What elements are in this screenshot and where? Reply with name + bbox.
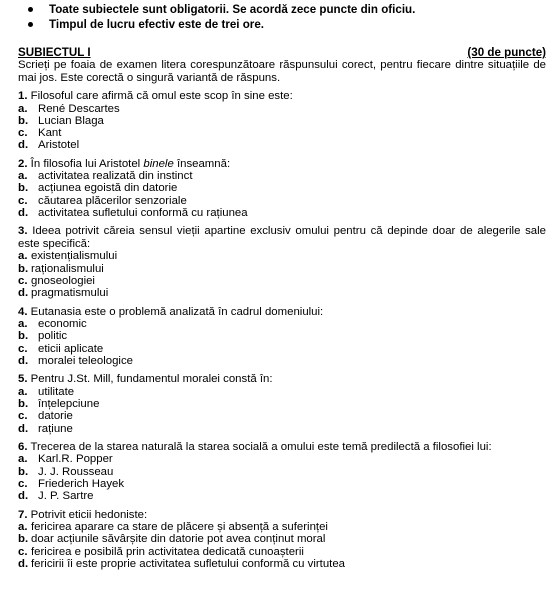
instructions-bullets [18, 2, 546, 32]
option-letter: a. [18, 250, 28, 263]
question-3 [18, 225, 546, 299]
answer-option [18, 250, 546, 262]
question-text [18, 225, 546, 250]
option-text: activitatea realizată din instinct [38, 170, 193, 183]
bullet-item [18, 2, 546, 17]
option-letter: b. [18, 465, 29, 478]
option-letter: b. [18, 533, 29, 546]
option-text: fericirea aparare ca stare de plăcere și absență a suferinței [31, 521, 328, 534]
answer-option [18, 558, 546, 570]
option-text: raționalismului [31, 262, 104, 275]
answer-option [18, 521, 546, 533]
question-emphasis: binele [143, 157, 174, 170]
question-body: Eutanasia este o problemă analizată în cadrul domeniului: [30, 305, 324, 318]
option-letter: d. [18, 287, 29, 300]
answer-option [18, 466, 546, 478]
bullet-dot-icon [28, 22, 33, 27]
option-letter: a. [18, 385, 28, 398]
subject-instructions: Scrieți pe foaia de examen litera corespunzătoare răspunsului corect, pentru fiecare dintre situațiile de mai jos. Este corectă o singură variantă de răspuns. [18, 59, 546, 84]
option-letter: b. [18, 330, 29, 343]
exam-page [0, 2, 560, 602]
option-letter: b. [18, 262, 29, 275]
question-body: Filosoful care afirmă că omul este scop în sine este: [30, 90, 293, 102]
option-letter: c. [18, 127, 28, 140]
question-text [18, 441, 546, 454]
question-number: 6. [18, 440, 28, 453]
option-text: fericirea e posibilă prin activitatea dedicată cunoașterii [31, 545, 304, 558]
answer-option [18, 263, 546, 275]
option-letter: d. [18, 139, 29, 152]
option-letter: c. [18, 274, 28, 287]
question-body: Potrivit eticii hedoniste: [30, 508, 148, 521]
option-letter: a. [18, 102, 28, 115]
answer-option [18, 182, 546, 194]
question-6 [18, 441, 546, 503]
answer-option [18, 287, 546, 299]
option-text: căutarea plăcerilor senzoriale [38, 194, 187, 207]
question-text [18, 509, 546, 522]
question-number: 2. [18, 157, 28, 170]
option-letter: d. [18, 354, 29, 367]
bullet-dot-icon [28, 7, 33, 12]
question-body: Ideea potrivit căreia sensul vieții apartine exclusiv omului pentru că depinde doar de alegerile sale este specifică: [18, 225, 546, 250]
option-text: acțiunea egoistă din datorie [38, 182, 178, 195]
option-text: Friederich Hayek [38, 478, 125, 491]
answer-option [18, 533, 546, 545]
answer-option [18, 478, 546, 490]
subject-header [18, 46, 546, 59]
option-text: J. P. Sartre [38, 490, 94, 503]
answer-option [18, 355, 546, 367]
option-letter: d. [18, 558, 29, 571]
subject-title: SUBIECTUL I [18, 46, 91, 59]
option-text: moralei teleologice [38, 354, 133, 367]
option-text: existențialismului [31, 250, 118, 263]
answer-option [18, 127, 546, 139]
question-number: 4. [18, 305, 28, 318]
option-letter: c. [18, 478, 28, 491]
question-body-start: În filosofia lui Aristotel [30, 157, 144, 170]
option-letter: a. [18, 453, 28, 466]
question-body: Trecerea de la starea naturală la starea socială a omului este temă predilectă a filosofiei lui: [30, 440, 492, 453]
option-letter: d. [18, 422, 29, 435]
option-text: gnoseologiei [31, 274, 95, 287]
option-text: fericirii îi este proprie activitatea sufletului conformă cu virtutea [31, 558, 346, 571]
question-number: 7. [18, 508, 28, 521]
option-letter: a. [18, 521, 28, 534]
question-7 [18, 509, 546, 571]
answer-option [18, 275, 546, 287]
option-text: rațiune [38, 422, 73, 435]
answer-option [18, 490, 546, 502]
option-text: J. J. Rousseau [38, 465, 114, 478]
option-letter: b. [18, 114, 29, 127]
option-letter: b. [18, 182, 29, 195]
answer-option [18, 318, 546, 330]
option-letter: a. [18, 318, 28, 331]
subject-points: (30 de puncte) [467, 46, 546, 59]
bullet-text: Timpul de lucru efectiv este de trei ore. [49, 18, 264, 31]
answer-option [18, 139, 546, 151]
question-text [18, 306, 546, 319]
option-text: activitatea sufletului conformă cu rațiunea [38, 207, 248, 220]
option-text: politic [38, 330, 68, 343]
answer-option [18, 453, 546, 465]
answer-option [18, 410, 546, 422]
option-letter: d. [18, 490, 29, 503]
option-text: Lucian Blaga [38, 114, 104, 127]
option-letter: b. [18, 398, 29, 411]
option-text: datorie [38, 410, 73, 423]
bullet-text: Toate subiectele sunt obligatorii. Se acordă zece puncte din oficiu. [49, 3, 416, 16]
answer-option [18, 386, 546, 398]
answer-option [18, 423, 546, 435]
answer-option [18, 103, 546, 115]
answer-option [18, 170, 546, 182]
question-number: 5. [18, 373, 28, 386]
answer-option [18, 343, 546, 355]
question-number: 1. [18, 90, 28, 102]
option-letter: c. [18, 342, 28, 355]
option-text: pragmatismului [31, 287, 109, 300]
option-letter: c. [18, 545, 28, 558]
option-text: doar acțiunile săvârșite din datorie pot avea conținut moral [31, 533, 326, 546]
option-letter: c. [18, 194, 28, 207]
answer-option [18, 546, 546, 558]
option-letter: d. [18, 207, 29, 220]
question-number: 3. [18, 225, 28, 238]
answer-option [18, 207, 546, 219]
question-body-end: înseamnă: [173, 157, 231, 170]
option-text: eticii aplicate [38, 342, 104, 355]
answer-option [18, 195, 546, 207]
option-text: Karl.R. Popper [38, 453, 113, 466]
option-letter: a. [18, 170, 28, 183]
question-2 [18, 158, 546, 220]
option-letter: c. [18, 410, 28, 423]
option-text: utilitate [38, 385, 75, 398]
option-text: Kant [38, 127, 62, 140]
answer-option [18, 398, 546, 410]
question-text [18, 158, 546, 171]
answer-option [18, 115, 546, 127]
option-text: economic [38, 318, 87, 331]
question-text [18, 90, 546, 103]
question-1 [18, 90, 546, 152]
option-text: înțelepciune [38, 398, 100, 411]
option-text: René Descartes [38, 102, 120, 115]
answer-option [18, 330, 546, 342]
option-text: Aristotel [38, 139, 80, 152]
question-4 [18, 306, 546, 368]
question-5 [18, 373, 546, 435]
bullet-item [18, 17, 546, 32]
question-body: Pentru J.St. Mill, fundamentul moralei constă în: [30, 373, 273, 386]
question-text [18, 373, 546, 386]
